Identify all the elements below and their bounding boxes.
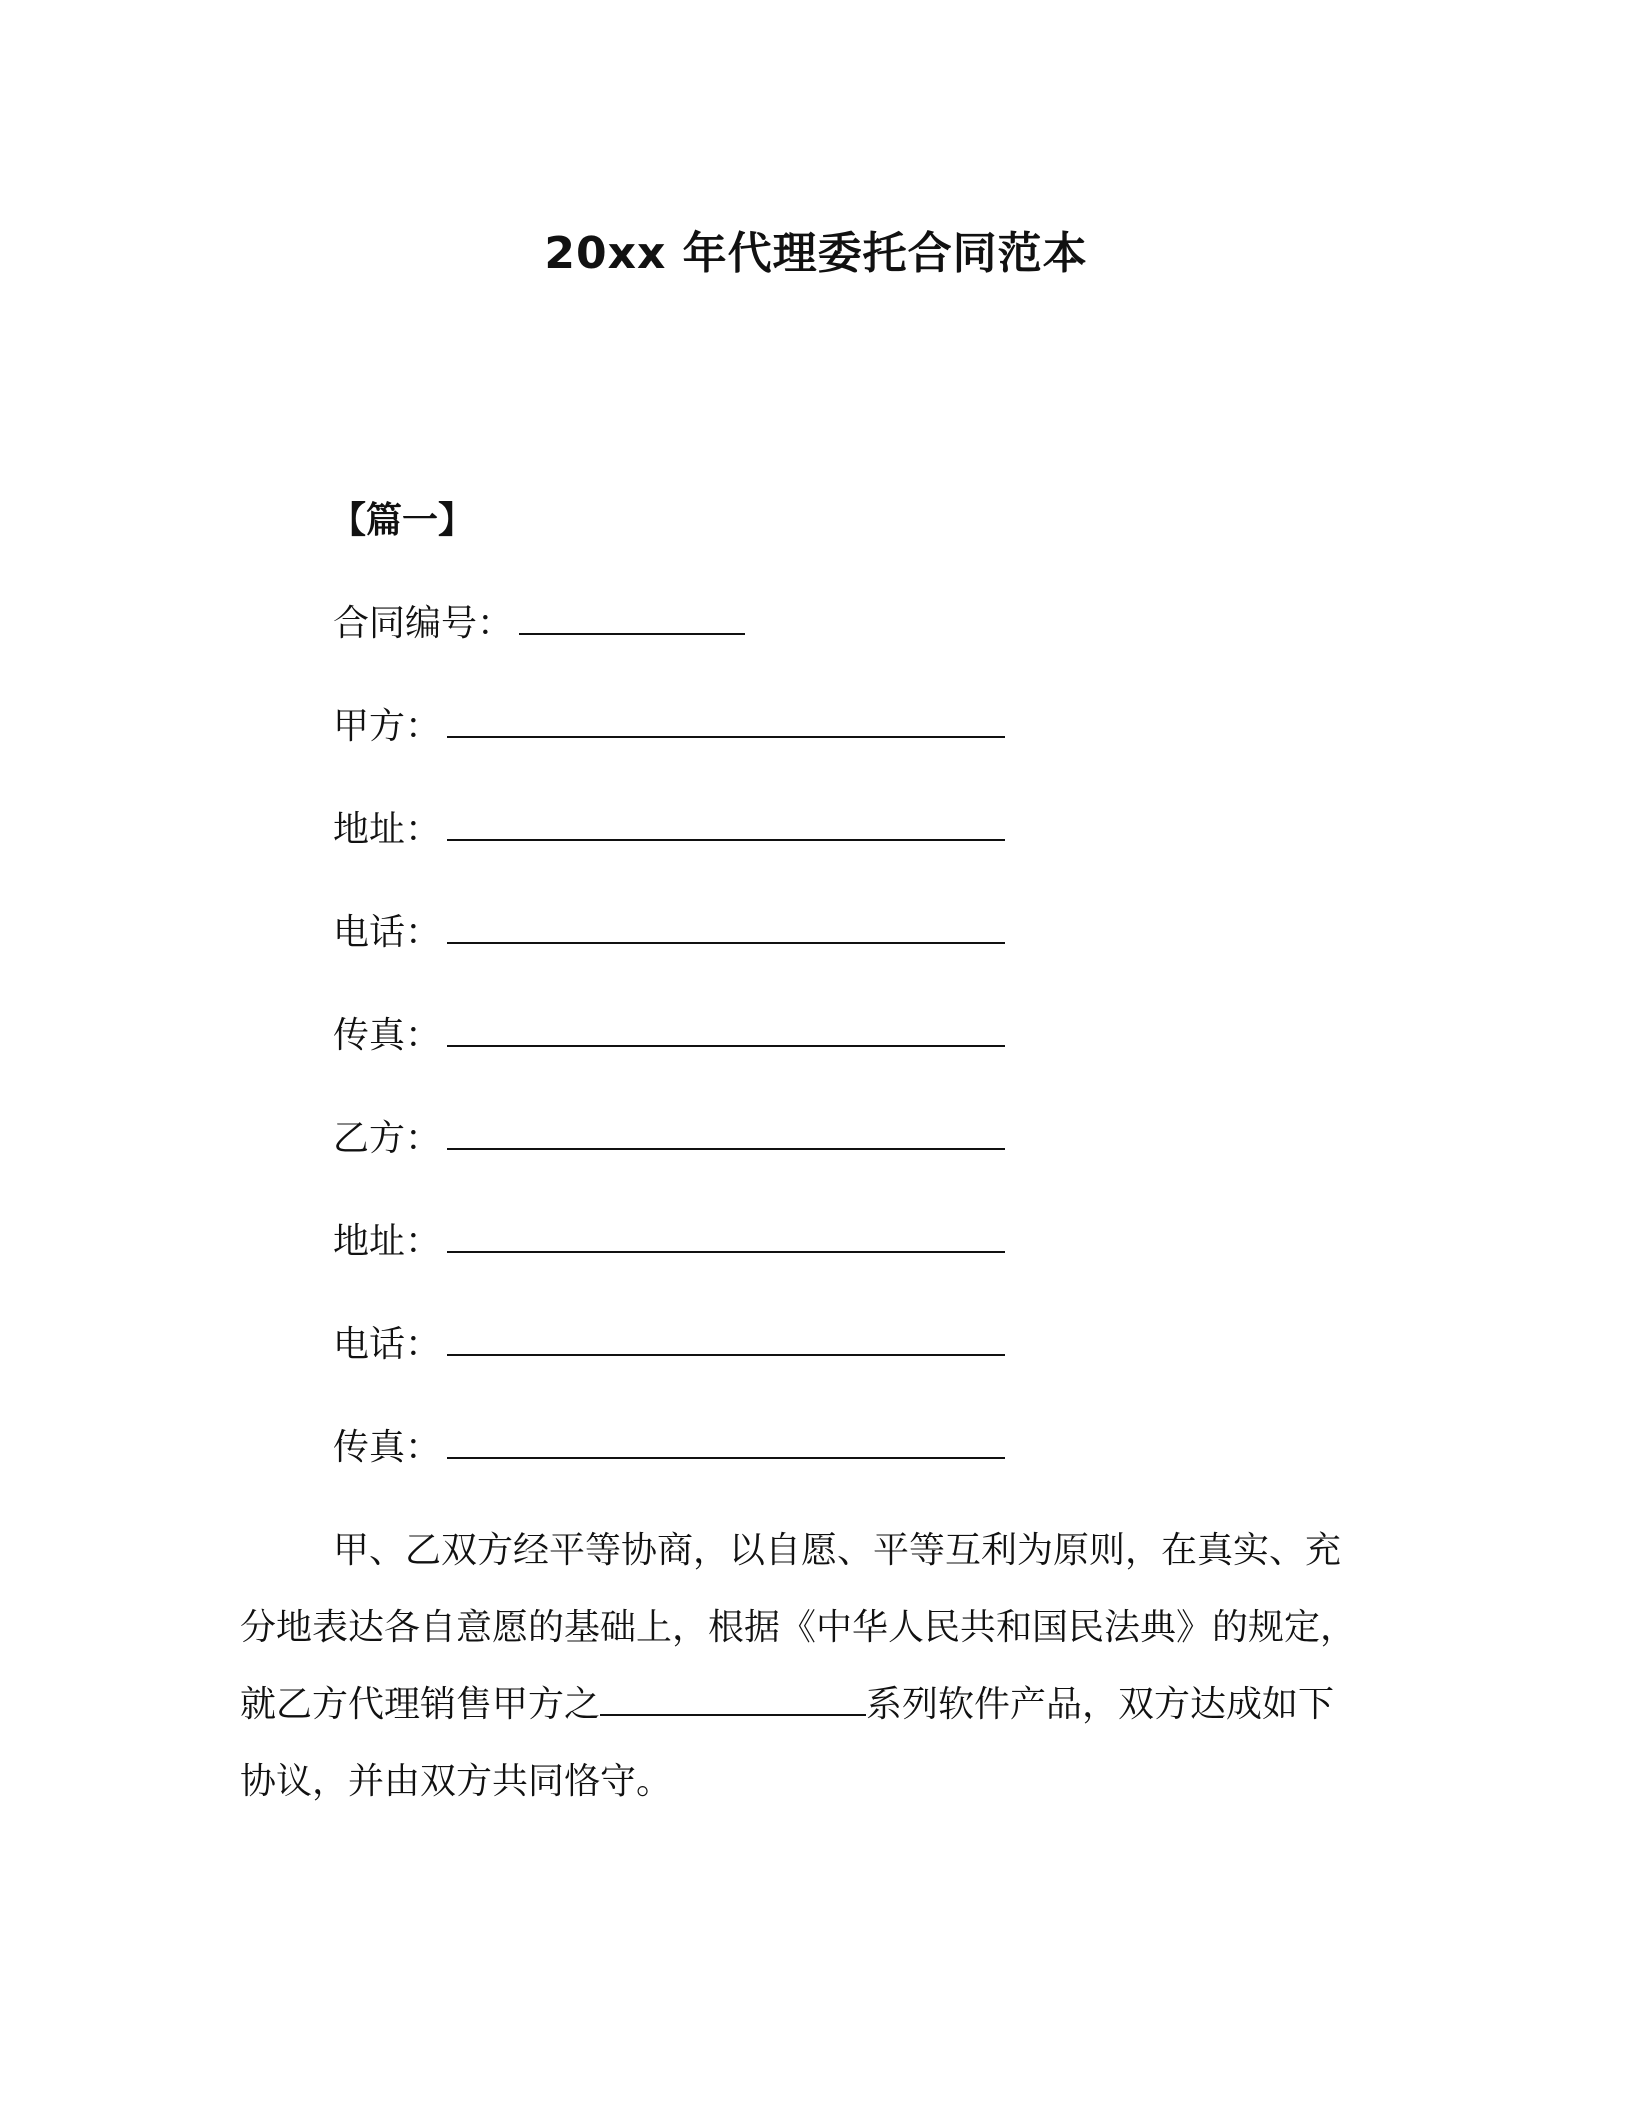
field-label: 电话：: [333, 912, 442, 953]
field-label: 地址：: [333, 809, 442, 850]
section-heading: 【篇一】: [330, 500, 475, 541]
fill-in-blank: [447, 1118, 1005, 1150]
field-party-a-fax: [333, 1012, 1005, 1060]
fill-in-blank: [447, 706, 1005, 738]
field-party-b: [333, 1115, 1005, 1163]
document-title: 20xx 年代理委托合同范本: [544, 228, 1088, 279]
field-party-a-phone: [333, 909, 1005, 957]
field-party-a-address: [333, 806, 1005, 854]
fill-in-blank: [447, 912, 1005, 944]
field-party-a: [333, 703, 1005, 751]
paragraph-text: 就乙方代理销售甲方之: [240, 1684, 601, 1725]
field-party-b-address: [333, 1218, 1005, 1266]
paragraph-line-2: 分地表达各自意愿的基础上，根据《中华人民共和国民法典》的规定，: [240, 1607, 1357, 1648]
fill-in-blank: [447, 1221, 1005, 1253]
field-label: 甲方：: [333, 706, 442, 747]
paragraph-text: 系列软件产品，双方达成如下: [866, 1684, 1335, 1725]
field-contract-number: [333, 600, 745, 648]
field-party-b-fax: [333, 1424, 1005, 1472]
fill-in-blank: [519, 603, 745, 635]
field-label: 电话：: [333, 1324, 442, 1365]
fill-in-blank: [447, 1427, 1005, 1459]
field-party-b-phone: [333, 1321, 1005, 1369]
fill-in-blank: [600, 1684, 866, 1716]
fill-in-blank: [447, 1324, 1005, 1356]
paragraph-line-1: 甲、乙双方经平等协商，以自愿、平等互利为原则，在真实、充: [333, 1530, 1342, 1571]
paragraph-line-4: 协议，并由双方共同恪守。: [240, 1761, 673, 1802]
fill-in-blank: [447, 1015, 1005, 1047]
field-label: 地址：: [333, 1221, 442, 1262]
field-label: 传真：: [333, 1015, 442, 1056]
fill-in-blank: [447, 809, 1005, 841]
field-label: 合同编号：: [333, 603, 514, 644]
field-label: 传真：: [333, 1427, 442, 1468]
field-label: 乙方：: [333, 1118, 442, 1159]
paragraph-line-3: [240, 1681, 1380, 1729]
